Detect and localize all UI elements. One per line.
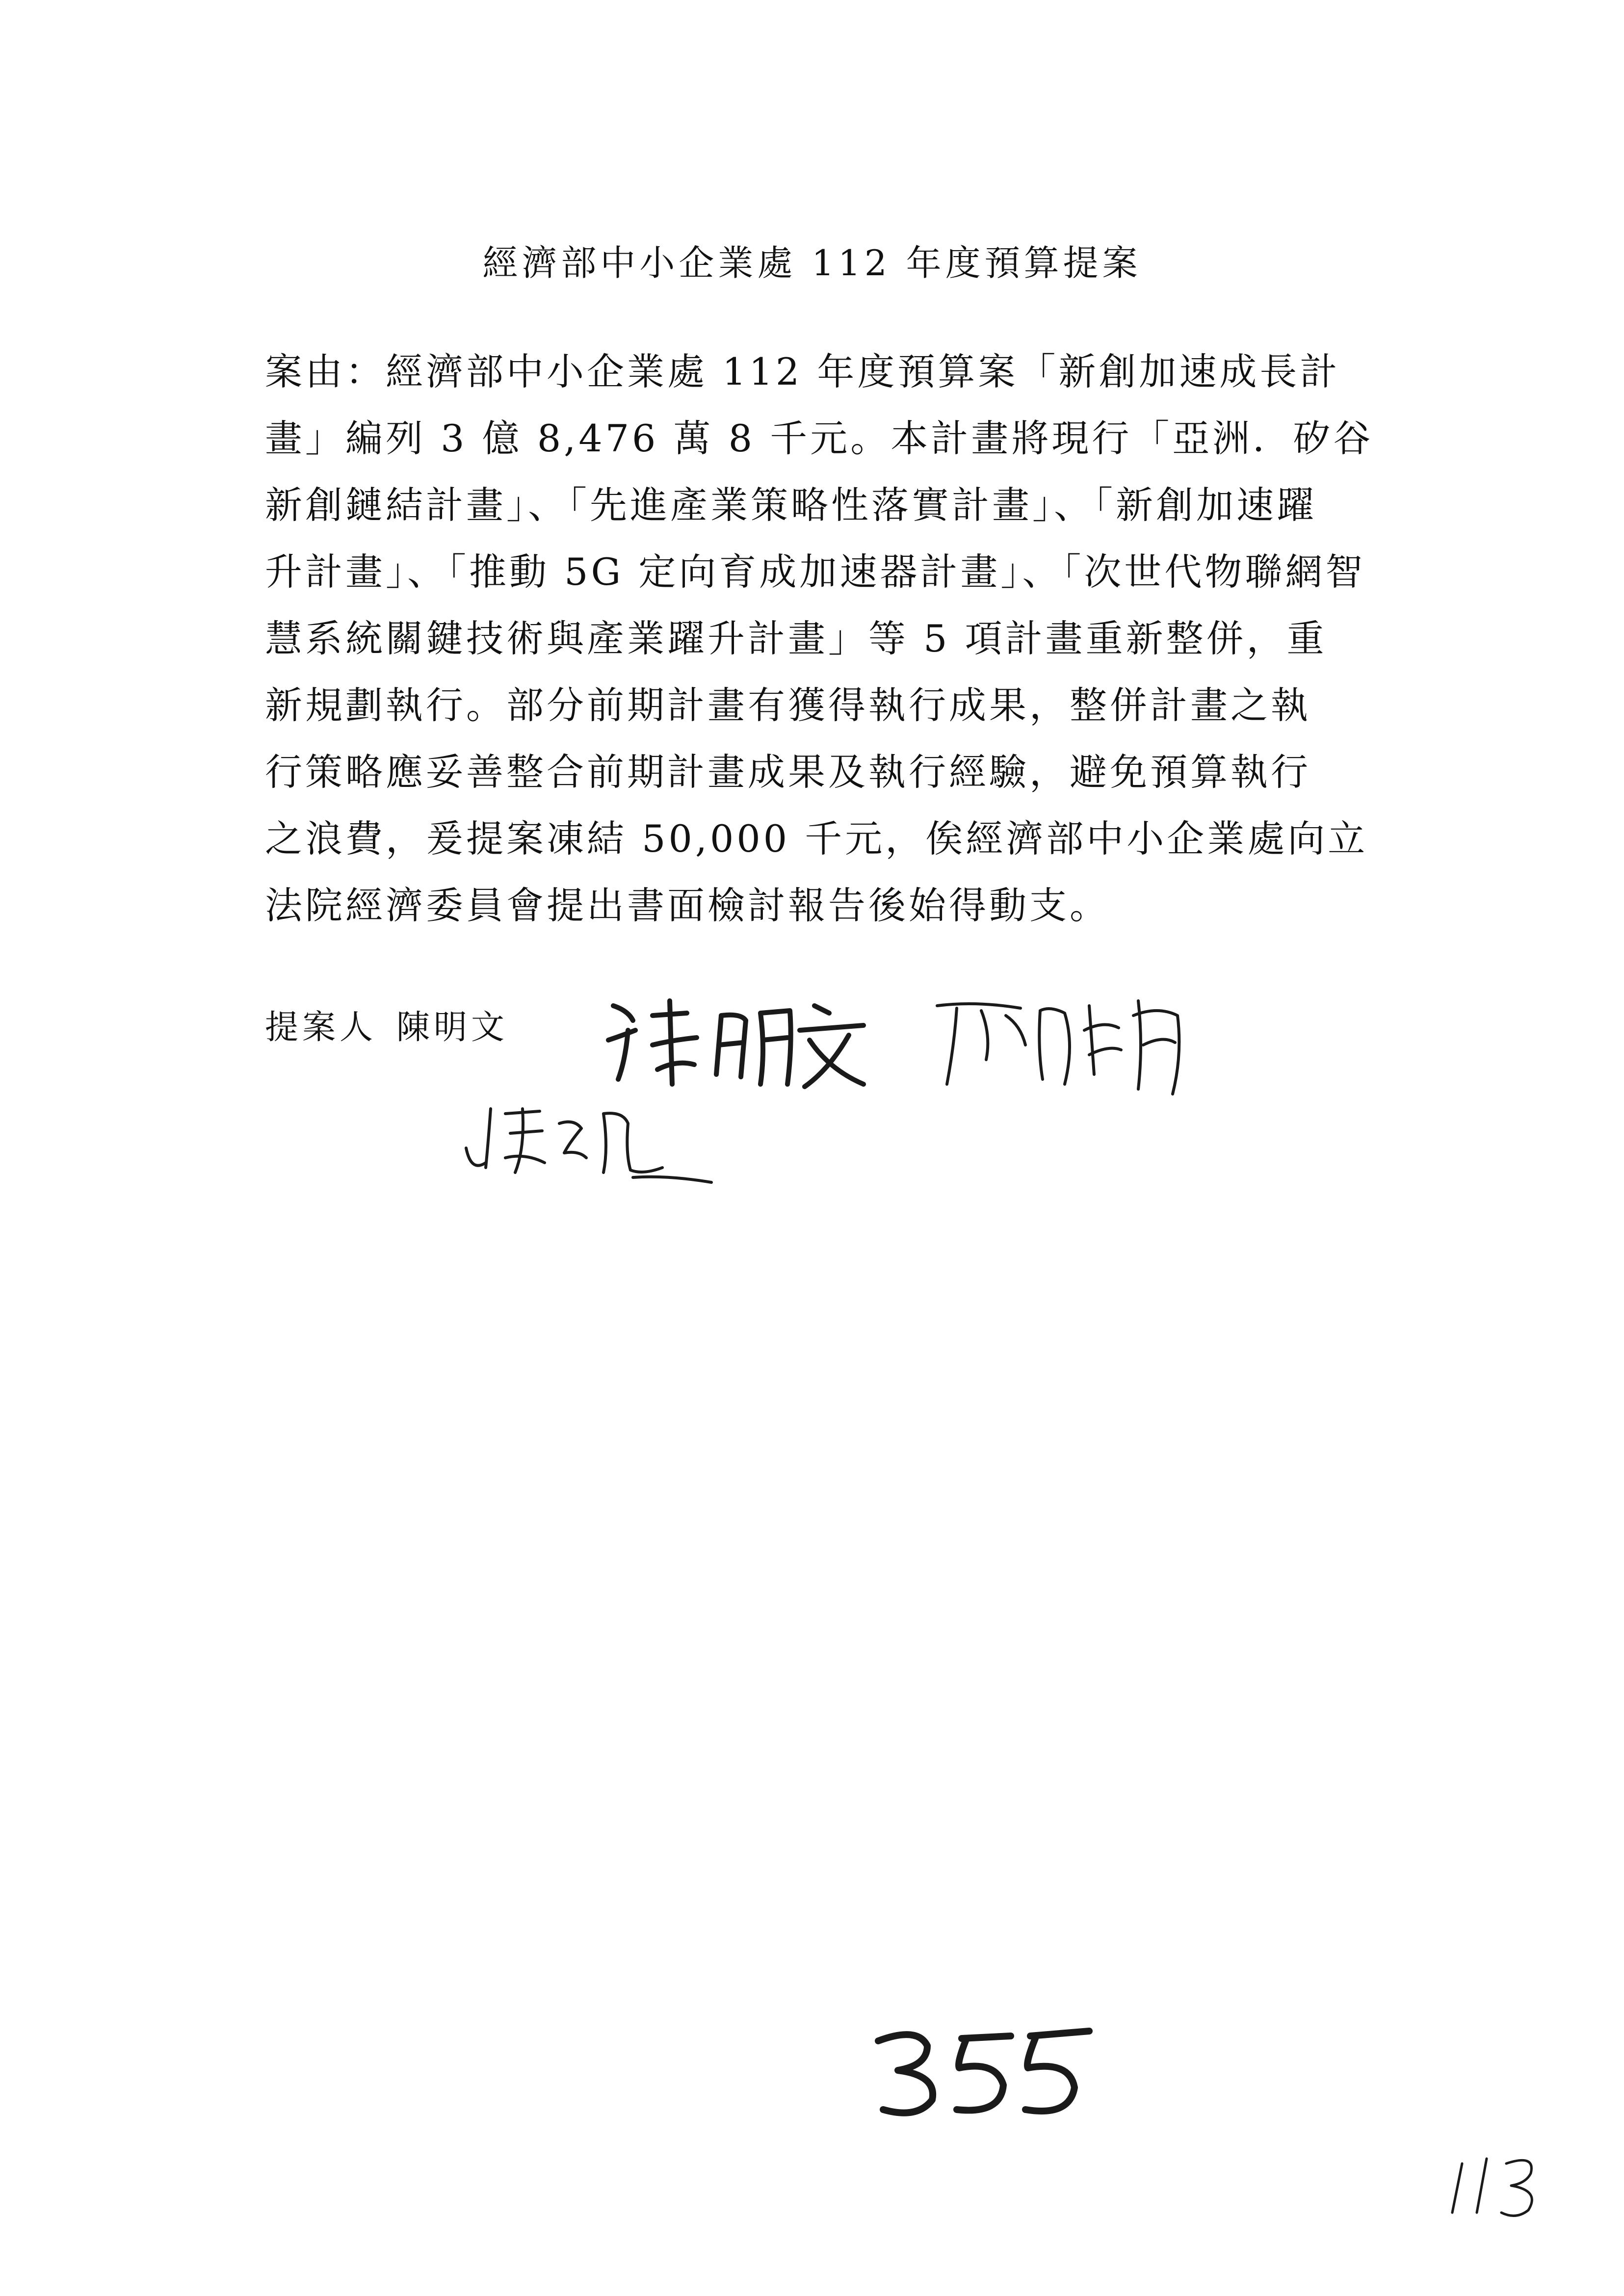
proposer-label: 提案人: [265, 1008, 377, 1047]
body-line: 畫」編列 3 億 8,476 萬 8 千元。本計畫將現行「亞洲．矽谷: [265, 417, 1374, 460]
body-line: 慧系統關鍵技術與產業躍升計畫」等 5 項計畫重新整併，重: [265, 617, 1327, 660]
body-line: 新規劃執行。部分前期計畫有獲得執行成果，整併計畫之執: [265, 683, 1311, 727]
proposer-name: 陳明文: [396, 1008, 509, 1047]
body-line: 升計畫」、「推動 5G 定向育成加速器計畫」、「次世代物聯網智: [265, 550, 1366, 594]
handwritten-signature-1: [599, 986, 873, 1094]
body-line: 之浪費，爰提案凍結 50,000 千元，俟經濟部中小企業處向立: [265, 817, 1368, 861]
handwritten-signature-2: [927, 986, 1202, 1099]
body-line: 法院經濟委員會提出書面檢討報告後始得動支。: [265, 884, 1110, 927]
body-line: 行策略應妥善整合前期計畫成果及執行經驗，避免預算執行: [265, 750, 1311, 794]
document-title: 經濟部中小企業處 112 年度預算提案: [482, 242, 1142, 284]
proposal-body: [265, 339, 1438, 939]
handwritten-stamp-page-number: [864, 2021, 1099, 2119]
handwritten-page-number: [1442, 2144, 1550, 2222]
body-line: 案由：經濟部中小企業處 112 年度預算案「新創加速成長計: [265, 350, 1340, 393]
proposer-line: [265, 1001, 508, 1048]
handwritten-signature-3: [456, 1089, 721, 1187]
body-line: 新創鏈結計畫」、「先進產業策略性落實計畫」、「新創加速躍: [265, 483, 1317, 527]
